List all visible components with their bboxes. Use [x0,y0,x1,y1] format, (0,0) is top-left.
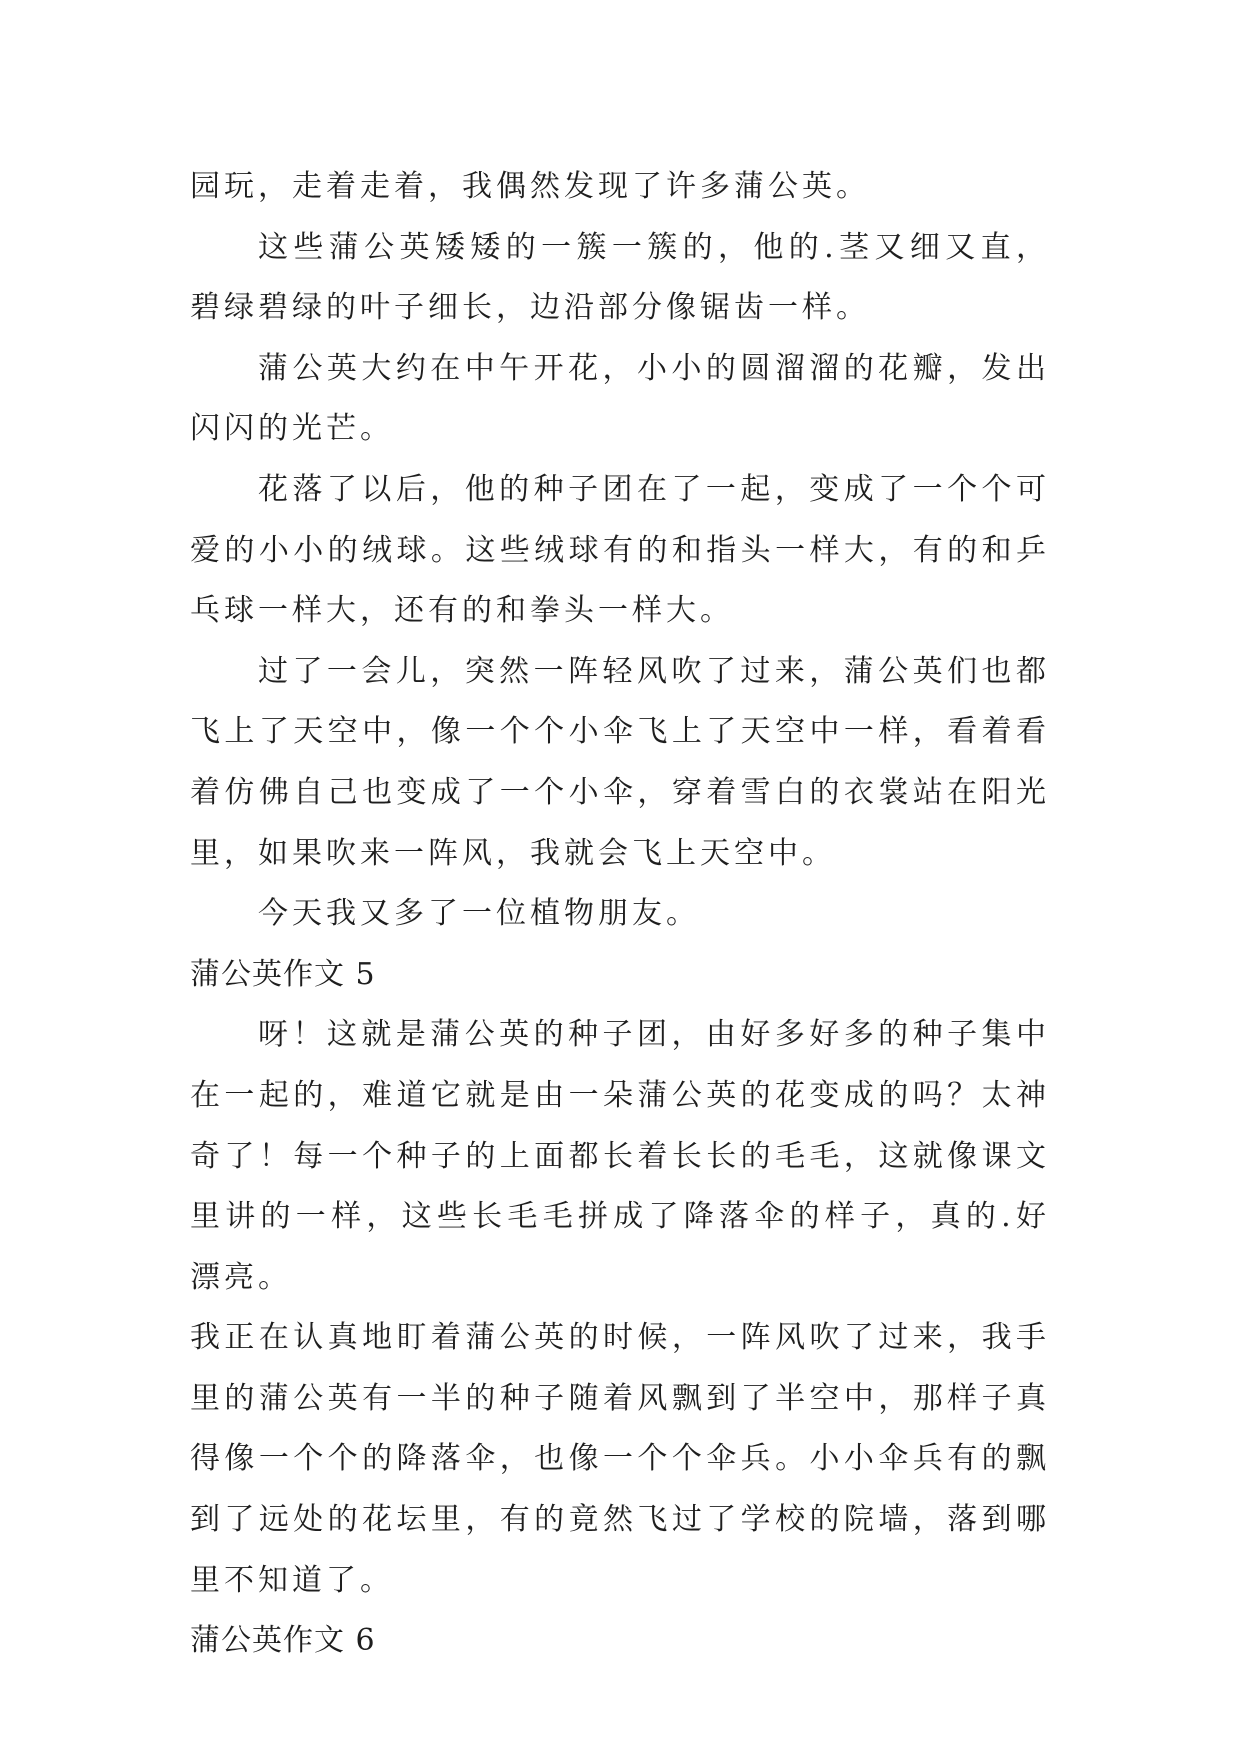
paragraph: 过了一会儿，突然一阵轻风吹了过来，蒲公英们也都飞上了天空中，像一个个小伞飞上了天空中一样，看着看着仿佛自己也变成了一个小伞，穿着雪白的衣裳站在阳光里，如果吹来一阵风，我就会飞上天空中。 [190,653,1050,871]
paragraph-continuation: 园玩，走着走着，我偶然发现了许多蒲公英。 [190,169,870,204]
section-heading: 蒲公英作文 6 [190,1623,376,1659]
paragraph: 今天我又多了一位植物朋友。 [258,896,700,932]
paragraph: 花落了以后，他的种子团在了一起，变成了一个个可爱的小小的绒球。这些绒球有的和指头一样大，有的和乒乓球一样大，还有的和拳头一样大。 [190,471,1050,629]
paragraph: 蒲公英大约在中午开花，小小的圆溜溜的花瓣，发出闪闪的光芒。 [190,350,1050,447]
section-heading: 蒲公英作文 5 [190,956,376,992]
article-body [190,157,1050,1672]
paragraph: 呀！这就是蒲公英的种子团，由好多好多的种子集中在一起的，难道它就是由一朵蒲公英的花变成的吗？太神奇了！每一个种子的上面都长着长长的毛毛，这就像课文里讲的一样，这些长毛毛拼成了降落伞的样子，真的.好漂亮。 [190,1017,1050,1295]
paragraph-continuation: 我正在认真地盯着蒲公英的时候，一阵风吹了过来，我手里的蒲公英有一半的种子随着风飘到了半空中，那样子真得像一个个的降落伞，也像一个个伞兵。小小伞兵有的飘到了远处的花坛里，有的竟然飞过了学校的院墙，落到哪里不知道了。 [190,1320,1050,1598]
paragraph: 这些蒲公英矮矮的一簇一簇的，他的.茎又细又直，碧绿碧绿的叶子细长，边沿部分像锯齿一样。 [190,229,1050,326]
